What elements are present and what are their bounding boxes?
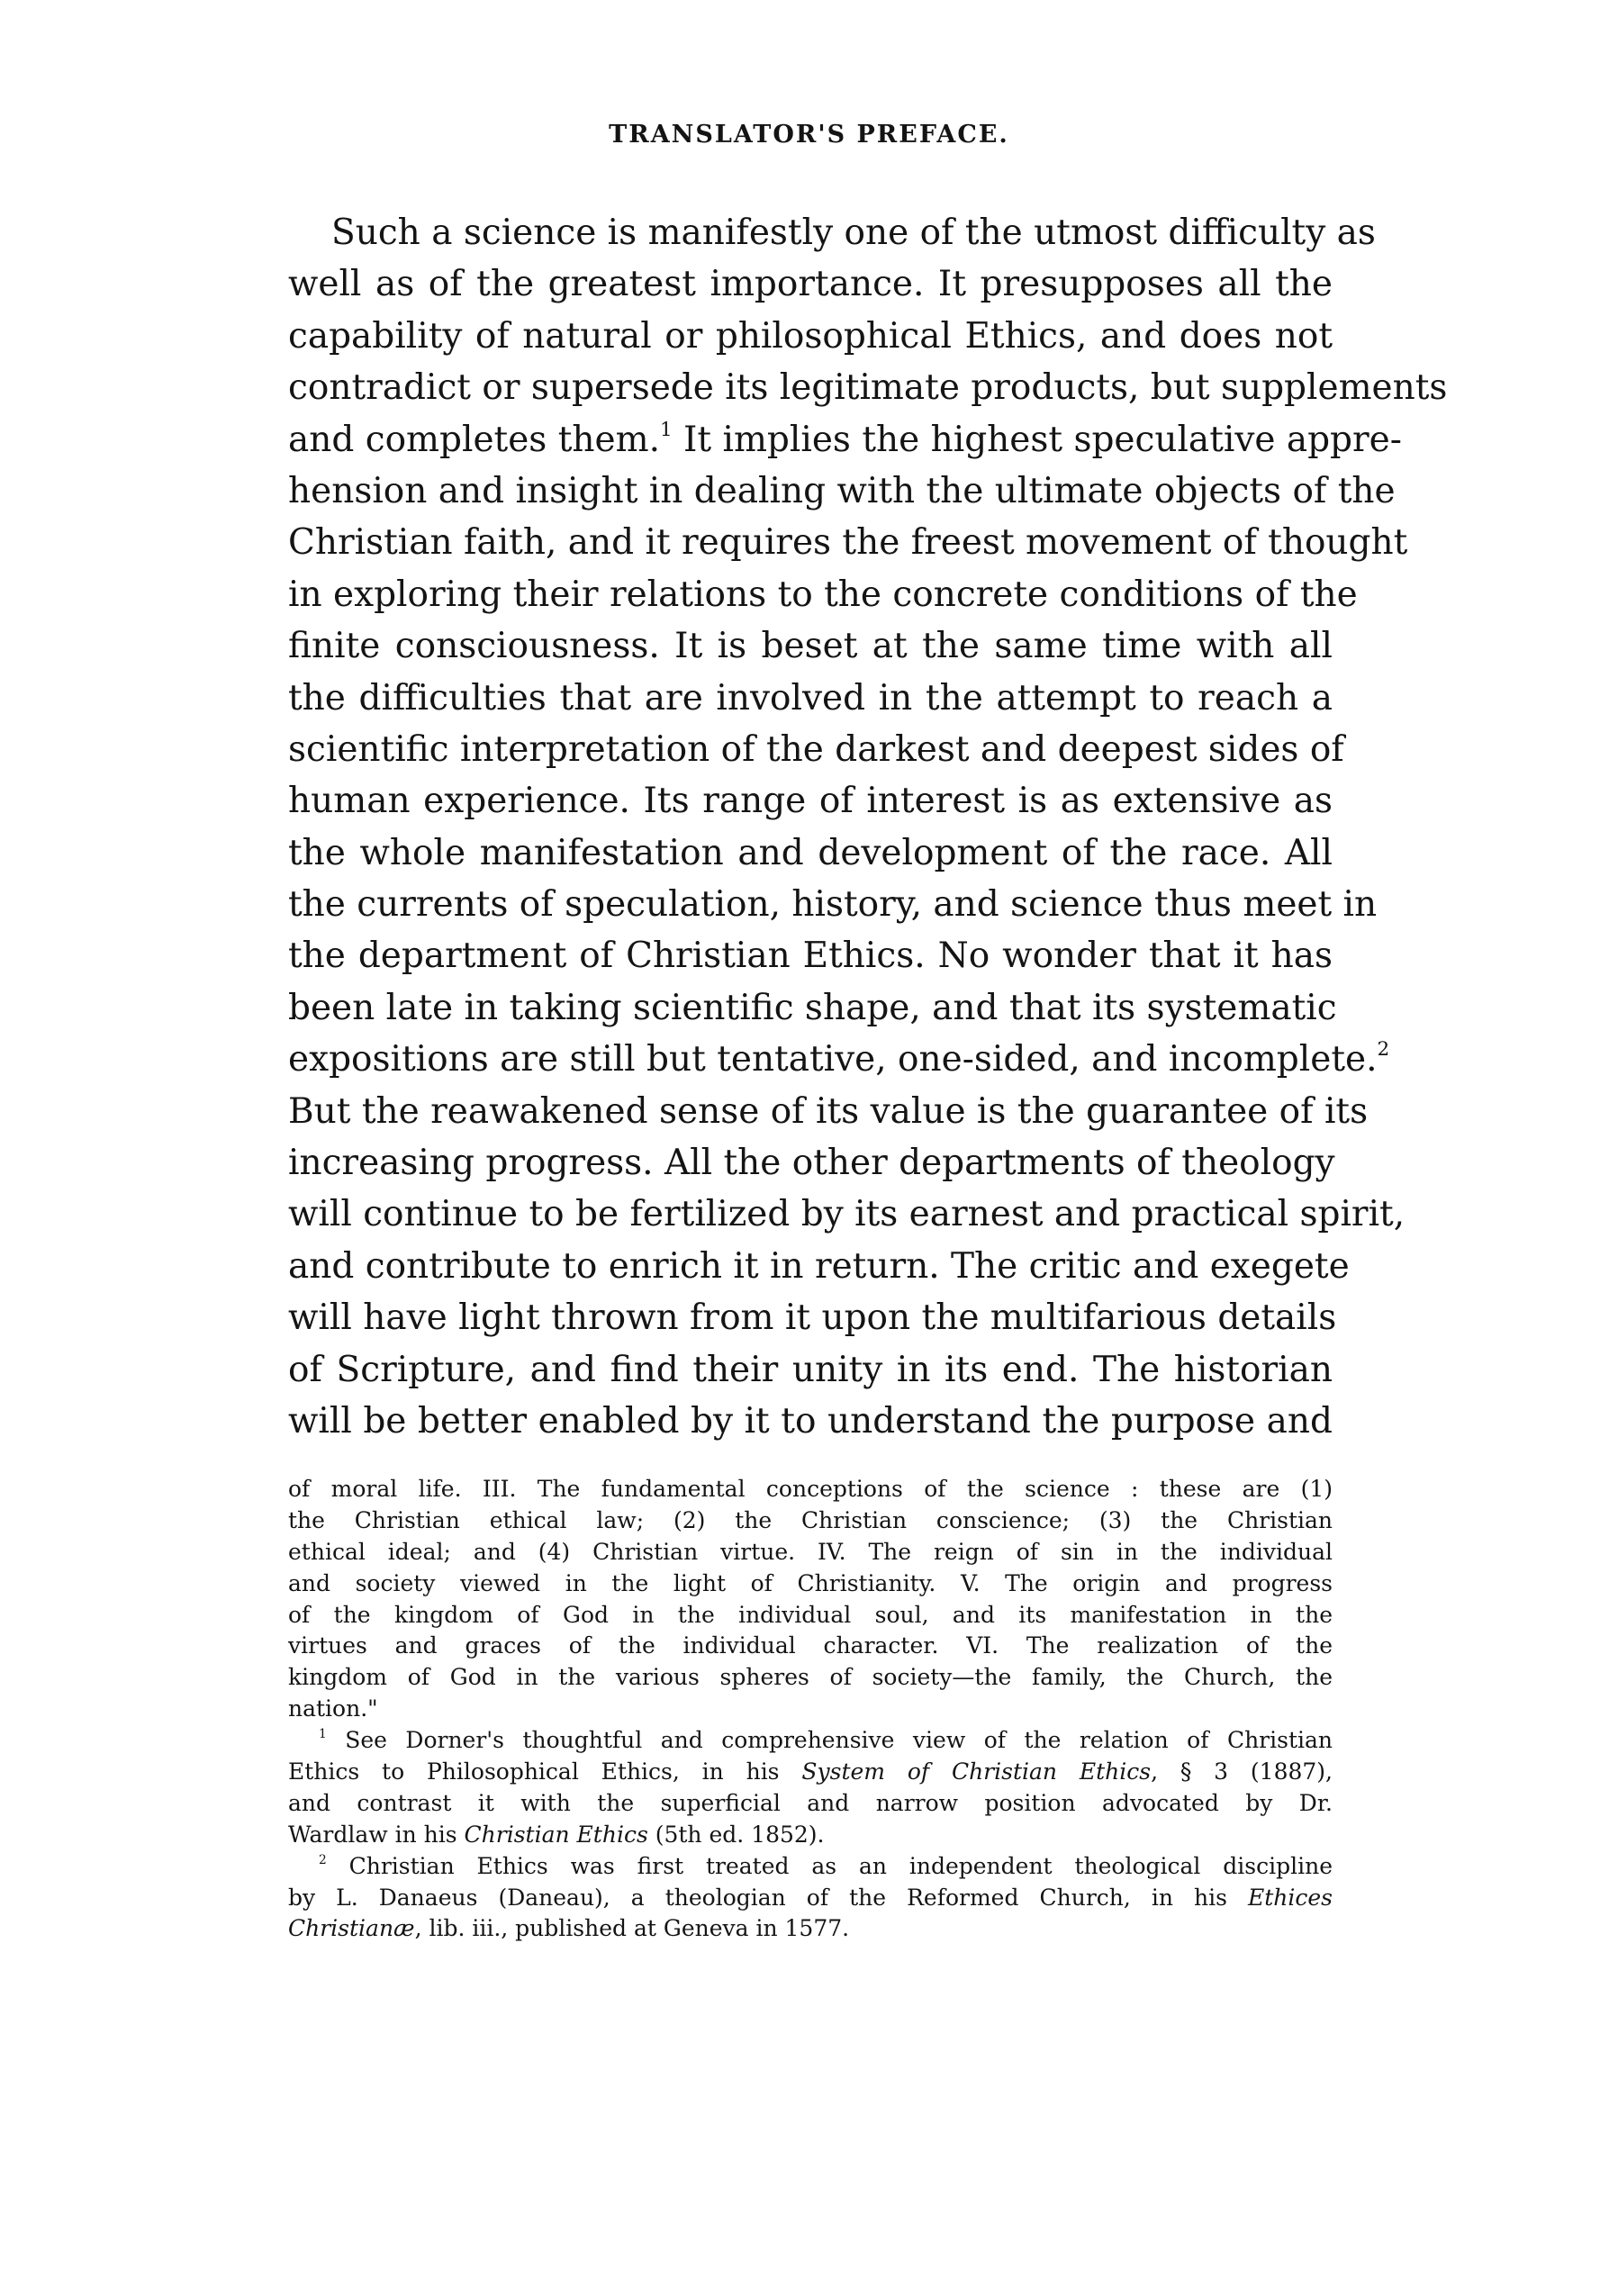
- body-line: Such a science is manifestly one of the utmost difficulty as: [331, 212, 1376, 253]
- body-line: will have light thrown from it upon the multifarious details: [288, 1297, 1337, 1339]
- footnote-1-line: and contrast it with the superficial and narrow position advocated by Dr.: [288, 1789, 1333, 1816]
- book-title: Christian Ethics: [464, 1821, 648, 1848]
- footnote-1-line: [288, 1725, 1333, 1757]
- body-line: will be better enabled by it to understand the purpose and: [288, 1400, 1333, 1442]
- footnote-1-line: [288, 1757, 1333, 1788]
- footnote-text: Ethics to Philosophical Ethics, in his: [288, 1758, 802, 1785]
- body-line-text: It implies the highest speculative appre-: [672, 419, 1402, 460]
- body-line: the whole manifestation and development of the race. All: [288, 832, 1333, 873]
- body-line: the currents of speculation, history, and science thus meet in: [288, 884, 1378, 926]
- footnote-2-line: [288, 1883, 1333, 1914]
- body-line: the difficulties that are involved in the attempt to reach a: [288, 677, 1333, 719]
- book-title: Christianæ: [288, 1915, 415, 1942]
- book-title: System of Christian Ethics: [801, 1758, 1152, 1785]
- body-line: human experience. Its range of interest is as extensive as: [288, 781, 1333, 822]
- footnote-ref-2: 2: [1377, 1038, 1390, 1062]
- footnote-1-line: [288, 1820, 1333, 1851]
- footnote-2-line: [288, 1913, 1333, 1945]
- body-line: [288, 414, 1402, 466]
- footnote-text: by L. Danaeus (Daneau), a theologian of the Reformed Church, in his: [288, 1884, 1248, 1911]
- footnote-continuation-line: ethical ideal; and (4) Christian virtue. IV. The reign of sin in the individual: [288, 1538, 1333, 1565]
- footnote-continuation-line: of moral life. III. The fundamental conceptions of the science : these are (1): [288, 1476, 1333, 1502]
- body-line-text: and completes them.: [288, 419, 660, 460]
- body-line-text: expositions are still but tentative, one-sided, and incomplete.: [288, 1039, 1378, 1080]
- body-line: Christian faith, and it requires the freest movement of thought: [288, 522, 1408, 564]
- footnote-continuation-line: of the kingdom of God in the individual soul, and its manifestation in the: [288, 1601, 1333, 1628]
- body-line: [288, 1034, 1390, 1085]
- body-line: But the reawakened sense of its value is the guarantee of its: [288, 1090, 1369, 1132]
- footnote-continuation-line: kingdom of God in the various spheres of society—the family, the Church, the: [288, 1664, 1333, 1691]
- running-head: TRANSLATOR'S PREFACE.: [609, 121, 1009, 149]
- main-text: [288, 207, 1448, 1447]
- body-line: well as of the greatest importance. It presupposes all the: [288, 264, 1333, 305]
- footnote-text: Wardlaw in his: [288, 1821, 465, 1848]
- body-line: of Scripture, and find their unity in its end. The historian: [288, 1349, 1333, 1390]
- body-line: will continue to be fertilized by its earnest and practical spirit,: [288, 1194, 1406, 1235]
- body-line: hension and insight in dealing with the ultimate objects of the: [288, 470, 1396, 511]
- footnote-text: , lib. iii., published at Geneva in 1577.: [414, 1915, 850, 1942]
- footnote-2-line: [288, 1851, 1333, 1883]
- body-line: capability of natural or philosophical Ethics, and does not: [288, 315, 1333, 357]
- footnote-text: Christian Ethics was first treated as an independent theological discipline: [326, 1852, 1333, 1879]
- footnote-text: , § 3 (1887),: [1151, 1758, 1333, 1785]
- body-line: in exploring their relations to the concrete conditions of the: [288, 574, 1358, 615]
- body-line: increasing progress. All the other departments of theology: [288, 1143, 1335, 1184]
- body-line: finite consciousness. It is beset at the same time with all: [288, 626, 1333, 667]
- body-line: contradict or supersede its legitimate products, but supplements: [288, 367, 1448, 409]
- body-line: scientific interpretation of the darkest and deepest sides of: [288, 728, 1344, 770]
- footnote-ref-1: 1: [659, 418, 673, 441]
- body-line: the department of Christian Ethics. No wonder that it has: [288, 936, 1333, 977]
- footnote-continuation-line: the Christian ethical law; (2) the Christian conscience; (3) the Christian: [288, 1506, 1333, 1533]
- footnote-continuation-line: virtues and graces of the individual character. VI. The realization of the: [288, 1632, 1333, 1659]
- footnote-text: (5th ed. 1852).: [647, 1821, 825, 1848]
- footnote-2-mark: 2: [319, 1852, 327, 1867]
- body-line: and contribute to enrich it in return. The critic and exegete: [288, 1245, 1350, 1287]
- footnote-continuation-line: and society viewed in the light of Christianity. V. The origin and progress: [288, 1569, 1333, 1596]
- footnote-text: See Dorner's thoughtful and comprehensive view of the relation of Christian: [326, 1727, 1333, 1754]
- footnote-continuation-line: nation.": [288, 1695, 378, 1722]
- book-title: Ethices: [1247, 1884, 1333, 1911]
- footnotes: [288, 1474, 1333, 1945]
- footnote-1-mark: 1: [319, 1727, 327, 1742]
- body-line: been late in taking scientific shape, and that its systematic: [288, 987, 1337, 1028]
